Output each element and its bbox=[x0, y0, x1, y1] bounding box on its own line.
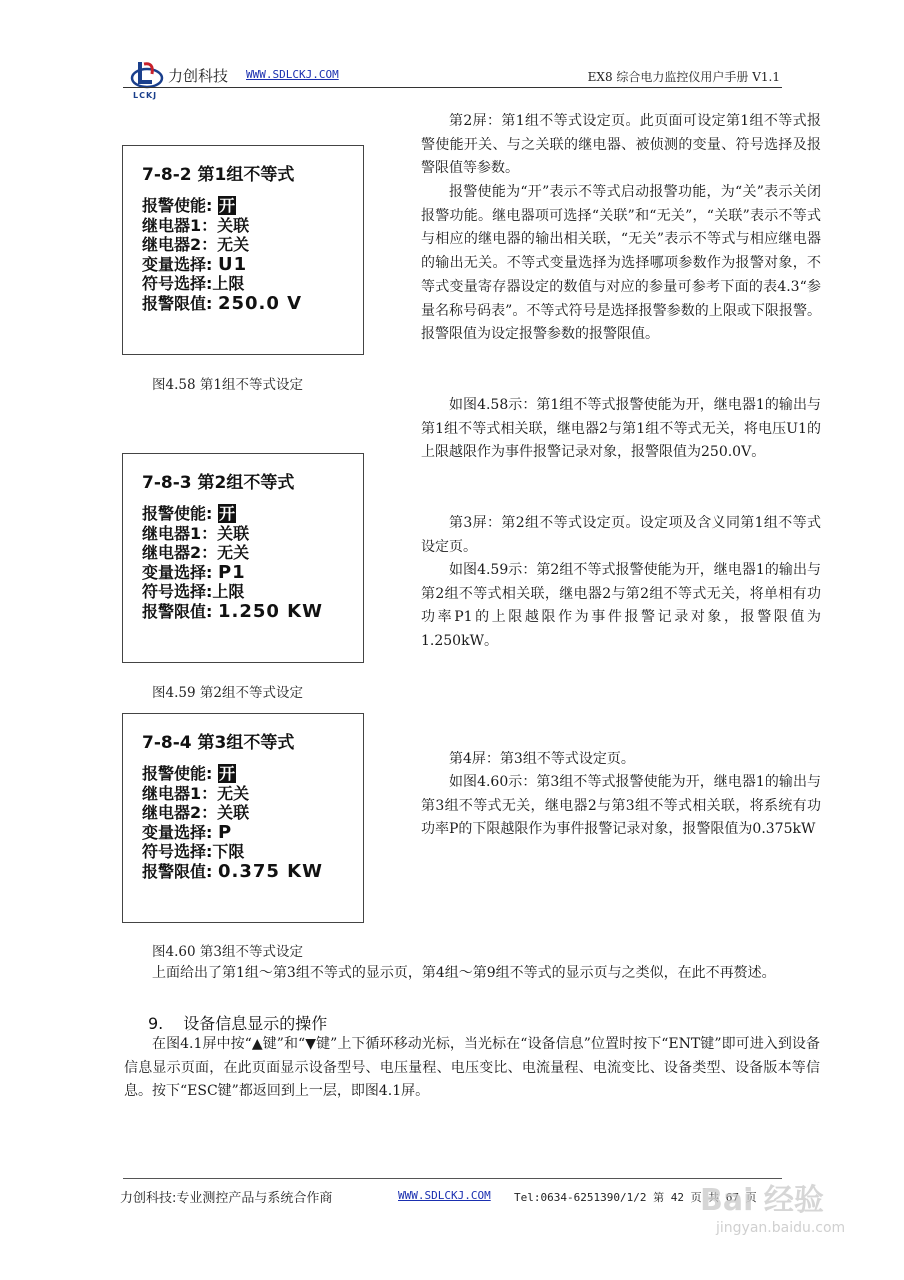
lcd-panel-group3 bbox=[122, 713, 364, 923]
lcd-row-limit: 报警限值: 250.0 V bbox=[142, 292, 303, 314]
lcd-panel-group2 bbox=[122, 453, 364, 663]
paragraph-summary: 上面给出了第1组～第3组不等式的显示页，第4组～第9组不等式的显示页与之类似，在此不再赘述。 bbox=[152, 965, 776, 981]
paragraph-device-info: 在图4.1屏中按“▲键”和“▼键”上下循环移动光标，当光标在“设备信息”位置时按下“ENT键”即可进入到设备信息显示页面，在此页面显示设备型号、电压量程、电压变比、电流量程、电流变比、设备类型、设备版本等信息。按下“ESC键”都返回到上一层，即图4.1屏。 bbox=[124, 1036, 820, 1099]
figure-caption: 图4.59 第2组不等式设定 bbox=[152, 685, 303, 701]
watermark-url: jingyan.baidu.com bbox=[716, 1220, 846, 1236]
lcd-row-variable: 变量选择: U1 bbox=[142, 253, 248, 275]
lcd-row-limit: 报警限值: 0.375 KW bbox=[142, 860, 323, 882]
figure-caption: 图4.60 第3组不等式设定 bbox=[152, 944, 303, 960]
lcd-value-highlighted: 开 bbox=[218, 504, 235, 523]
lcd-row-relay1: 继电器1：关联 bbox=[142, 215, 250, 235]
company-logo bbox=[130, 58, 164, 94]
lcd-row-variable: 变量选择: P bbox=[142, 821, 233, 843]
watermark-logo: Bai 经验 bbox=[700, 1183, 824, 1218]
lcd-value-highlighted: 开 bbox=[218, 764, 235, 783]
footer-contact-page: Tel:0634-6251390/1/2 第 42 页 共 67 页 bbox=[514, 1191, 757, 1204]
logo-text: LCKJ bbox=[133, 91, 158, 100]
paragraph-screen4-intro: 第4屏：第3组不等式设定页。 bbox=[449, 751, 635, 767]
paragraph-fig460-example: 如图4.60示：第3组不等式报警使能为开，继电器1的输出与第3组不等式无关，继电器2与第3组不等式相关联，将系统有功功率P的下限越限作为事件报警记录对象，报警限值为0.375kW bbox=[421, 774, 821, 838]
lcd-row-alarm-enable: 报警使能: 开 bbox=[142, 196, 235, 215]
lcd-row-relay1: 继电器1：无关 bbox=[142, 783, 250, 803]
paragraph-screen2-intro: 第2屏：第1组不等式设定页。此页面可设定第1组不等式报警使能开关、与之关联的继电器、被侦测的变量、符号选择及报警限值等参数。 bbox=[421, 113, 821, 177]
lcd-title: 7-8-2 第1组不等式 bbox=[142, 165, 295, 185]
paragraph-fig459-example: 如图4.59示：第2组不等式报警使能为开，继电器1的输出与第2组不等式相关联，继电器2与第2组不等式无关，将单相有功功率P1的上限越限作为事件报警记录对象，报警限值为1.250kW。 bbox=[421, 562, 821, 650]
lcd-value-highlighted: 开 bbox=[218, 196, 235, 215]
company-name: 力创科技 bbox=[168, 67, 229, 85]
lcd-row-symbol: 符号选择:上限 bbox=[142, 582, 245, 601]
footer-slogan: 力创科技:专业测控产品与系统合作商 bbox=[120, 1191, 333, 1206]
lcd-row-relay2: 继电器2：无关 bbox=[142, 543, 250, 562]
paragraph-fig458-example: 如图4.58示：第1组不等式报警使能为开，继电器1的输出与第1组不等式相关联，继电器2与第1组不等式无关，将电压U1的上限越限作为事件报警记录对象，报警限值为250.0V。 bbox=[421, 397, 821, 461]
lcd-row-symbol: 符号选择:上限 bbox=[142, 274, 245, 293]
paragraph-alarm-explanation: 报警使能为“开”表示不等式启动报警功能，为“关”表示关闭报警功能。继电器项可选择“关联”和“无关”，“关联”表示不等式与相应的继电器的输出相关联，“无关”表示不等式与相应继电器的输出无关。不等式变量选择为选择哪项参数作为报警对象，不等式变量寄存器设定的数值与对应的参量可参考下面的表4.3“参量名称号码表”。不等式符号是选择报警参数的上限或下限报警。报警限值为设定报警参数的报警限值。 bbox=[421, 184, 821, 343]
footer-website-link[interactable]: WWW.SDLCKJ.COM bbox=[398, 1189, 491, 1202]
lcd-panel-group1 bbox=[122, 145, 364, 355]
lcd-row-alarm-enable: 报警使能: 开 bbox=[142, 504, 235, 523]
lcd-row-limit: 报警限值: 1.250 KW bbox=[142, 600, 323, 622]
lcd-title: 7-8-4 第3组不等式 bbox=[142, 733, 295, 753]
lcd-row-variable: 变量选择: P1 bbox=[142, 561, 246, 583]
lcd-title: 7-8-3 第2组不等式 bbox=[142, 473, 295, 493]
figure-caption: 图4.58 第1组不等式设定 bbox=[152, 377, 303, 393]
lcd-row-relay1: 继电器1：关联 bbox=[142, 523, 250, 543]
paragraph-screen3-intro: 第3屏：第2组不等式设定页。设定项及含义同第1组不等式设定页。 bbox=[421, 515, 821, 555]
manual-title: EX8 综合电力监控仪用户手册 V1.1 bbox=[587, 70, 780, 84]
lcd-row-relay2: 继电器2：关联 bbox=[142, 803, 250, 822]
header-website-link[interactable]: WWW.SDLCKJ.COM bbox=[246, 68, 339, 81]
section-heading: 9. 设备信息显示的操作 bbox=[148, 1014, 328, 1033]
lcd-row-alarm-enable: 报警使能: 开 bbox=[142, 764, 235, 783]
footer-divider bbox=[123, 1178, 782, 1179]
lcd-row-relay2: 继电器2：无关 bbox=[142, 235, 250, 254]
header-divider bbox=[123, 87, 782, 88]
lcd-row-symbol: 符号选择:下限 bbox=[142, 842, 245, 861]
